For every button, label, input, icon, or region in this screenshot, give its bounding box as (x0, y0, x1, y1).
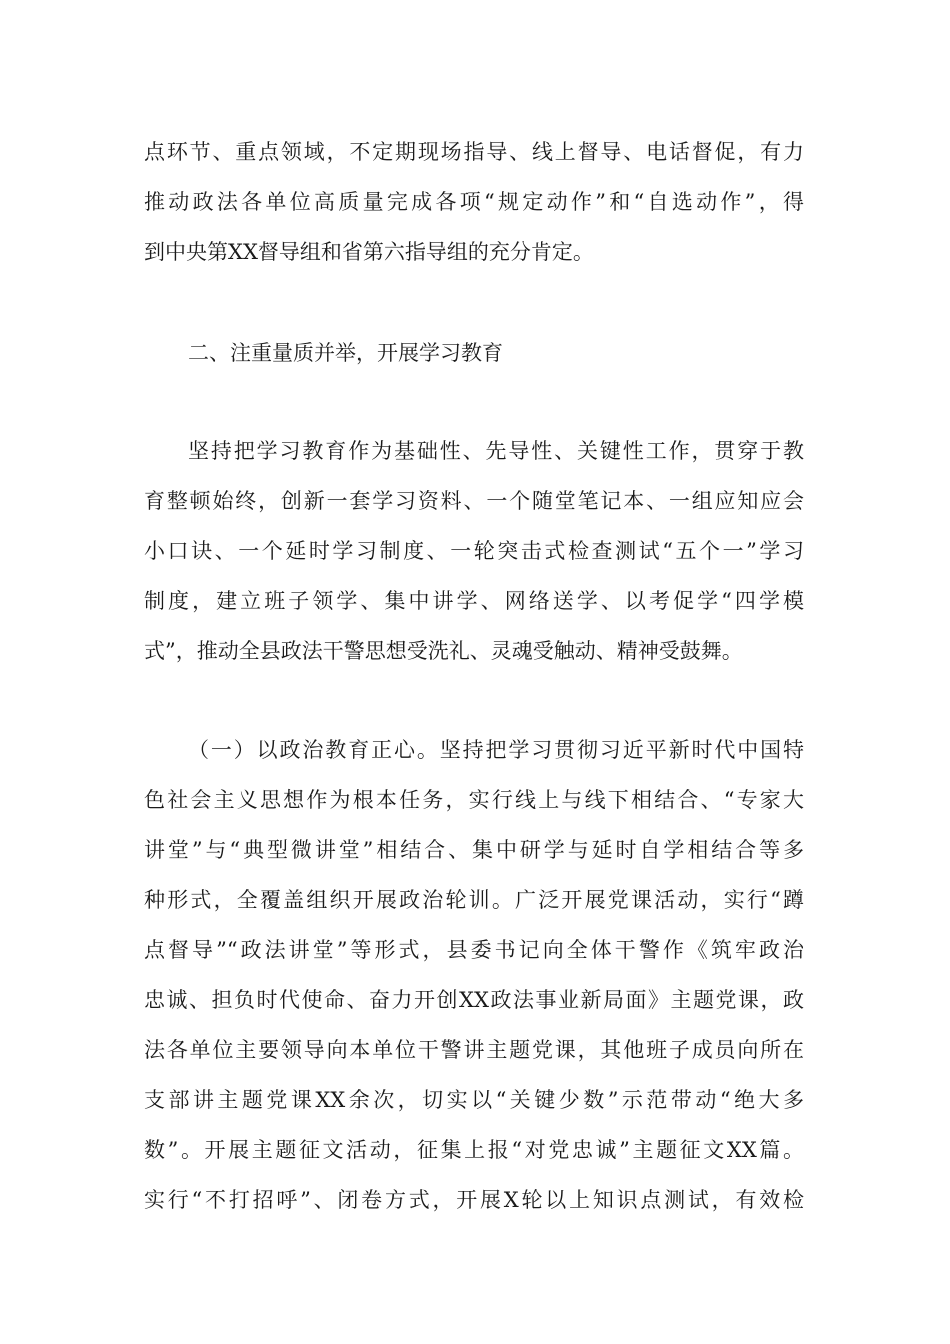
paragraph-4-line-7: 法各单位主要领导向本单位干警讲主题党课，其他班子成员向所在 (144, 1038, 804, 1062)
paragraph-1-line-2: 推动政法各单位高质量完成各项“规定动作”和“自选动作”，得 (144, 190, 804, 214)
paragraph-4-line-6: 忠诚、担负时代使命、奋力开创XX政法事业新局面》主题党课，政 (144, 988, 804, 1012)
paragraph-4-line-4: 种形式，全覆盖组织开展政治轮训。广泛开展党课活动，实行“蹲 (144, 888, 804, 912)
paragraph-4-line-3: 讲堂”与“典型微讲堂”相结合、集中研学与延时自学相结合等多 (144, 838, 804, 862)
paragraph-3-line-2: 育整顿始终，创新一套学习资料、一个随堂笔记本、一组应知应会 (144, 489, 804, 513)
paragraph-4-line-9: 数”。开展主题征文活动，征集上报“对党忠诚”主题征文XX篇。 (144, 1138, 804, 1162)
paragraph-1-line-1: 点环节、重点领域，不定期现场指导、线上督导、电话督促，有力 (144, 140, 804, 164)
paragraph-1-line-3: 到中央第XX督导组和省第六指导组的充分肯定。 (144, 240, 594, 264)
paragraph-4-line-5: 点督导”“政法讲堂”等形式，县委书记向全体干警作《筑牢政治 (144, 938, 804, 962)
paragraph-3-line-3: 小口诀、一个延时学习制度、一轮突击式检查测试“五个一”学习 (144, 539, 804, 563)
section-heading: 二、注重量质并举，开展学习教育 (188, 341, 503, 365)
paragraph-3-line-4: 制度，建立班子领学、集中讲学、网络送学、以考促学“四学模 (144, 589, 804, 613)
paragraph-4-line-1: （一）以政治教育正心。坚持把学习贯彻习近平新时代中国特 (188, 738, 804, 762)
paragraph-3-line-1: 坚持把学习教育作为基础性、先导性、关键性工作，贯穿于教 (188, 439, 804, 463)
paragraph-3-line-5: 式”，推动全县政法干警思想受洗礼、灵魂受触动、精神受鼓舞。 (144, 639, 743, 663)
paragraph-4-line-2: 色社会主义思想作为根本任务，实行线上与线下相结合、“专家大 (144, 788, 804, 812)
paragraph-4-line-10: 实行“不打招呼”、闭卷方式，开展X轮以上知识点测试，有效检 (144, 1188, 804, 1212)
paragraph-4-line-8: 支部讲主题党课XX余次，切实以“关键少数”示范带动“绝大多 (144, 1088, 804, 1112)
